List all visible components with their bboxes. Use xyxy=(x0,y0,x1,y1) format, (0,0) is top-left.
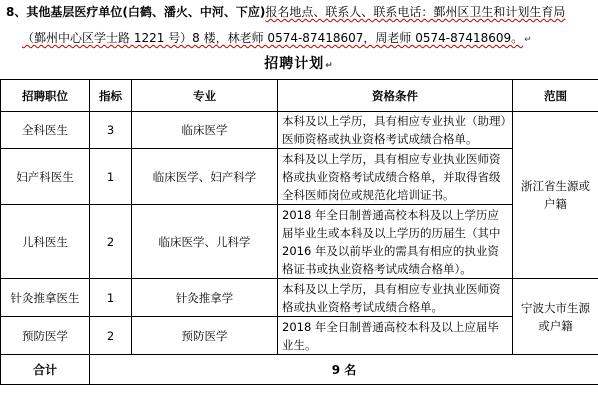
cell-position: 妇产科医生 xyxy=(1,149,90,205)
table-row xyxy=(1,279,598,317)
cell-scope: 宁波大市生源或户籍 xyxy=(513,279,598,355)
cell-quota: 3 xyxy=(90,112,132,149)
cell-position: 针灸推拿医生 xyxy=(1,279,90,317)
cell-position: 全科医生 xyxy=(1,112,90,149)
cell-major: 临床医学、妇产科学 xyxy=(132,149,278,205)
total-value: 9 名 xyxy=(90,355,598,385)
cell-position: 儿科医生 xyxy=(1,205,90,279)
header-scope: 范围 xyxy=(513,80,598,112)
cell-requirement: 本科及以上学历，具有相应专业执业（助理）医师资格或执业资格考试成绩合格单。 xyxy=(278,112,513,149)
intro-contact: 报名地点、联系人、联系电话：鄞州区卫生和计划生育局 xyxy=(265,5,566,19)
cell-requirement: 2018 年全日制普通高校本科及以上学历应届毕业生或本科及以上学历的历届生（其中 2016 年及以前毕业的需具有相应的执业资格证书或执业资格考试成绩合格单）。 xyxy=(278,205,513,279)
cell-requirement: 2018 年全日制普通高校本科及以上应届毕业生。 xyxy=(278,317,513,355)
intro-units: 8、其他基层医疗单位(白鹤、潘火、中河、下应) xyxy=(6,5,266,19)
cell-requirement: 本科及以上学历，具有相应专业执业医师资格或执业资格考试成绩合格单。 xyxy=(278,279,513,317)
total-row xyxy=(1,355,598,385)
cell-major: 针灸推拿学 xyxy=(132,279,278,317)
table-row xyxy=(1,112,598,149)
intro-line-1 xyxy=(6,0,565,27)
header-requirement: 资格条件 xyxy=(278,80,513,112)
cell-major: 临床医学 xyxy=(132,112,278,149)
header-quota: 指标 xyxy=(90,80,132,112)
cell-major: 预防医学 xyxy=(132,317,278,355)
page-title: 招聘计划↵ xyxy=(264,56,334,72)
total-label: 合计 xyxy=(1,355,90,385)
cell-quota: 2 xyxy=(90,205,132,279)
header-major: 专业 xyxy=(132,80,278,112)
cell-quota: 2 xyxy=(90,317,132,355)
cell-major: 临床医学、儿科学 xyxy=(132,205,278,279)
cell-position: 预防医学 xyxy=(1,317,90,355)
cell-requirement: 本科及以上学历，具有相应专业执业医师资格或执业资格考试成绩合格单，并取得省级全科医师岗位或规范化培训证书。 xyxy=(278,149,513,205)
cell-quota: 1 xyxy=(90,279,132,317)
table-row xyxy=(1,317,598,355)
cell-scope: 浙江省生源或户籍 xyxy=(513,112,598,279)
intro-line-2: （鄞州中心区学士路 1221 号）8 楼，林老师 0574-87418607，周老师 0574-87418609。↵ xyxy=(22,31,532,45)
table-row xyxy=(1,149,598,205)
table-row xyxy=(1,205,598,279)
cell-quota: 1 xyxy=(90,149,132,205)
header-position: 招聘职位 xyxy=(1,80,90,112)
intro-address: （鄞州中心区学士路 1221 号）8 楼，林老师 0574-87418607，周老师 0574-87418609。 xyxy=(22,31,524,45)
recruitment-table xyxy=(0,79,598,385)
table-header-row xyxy=(1,80,598,112)
